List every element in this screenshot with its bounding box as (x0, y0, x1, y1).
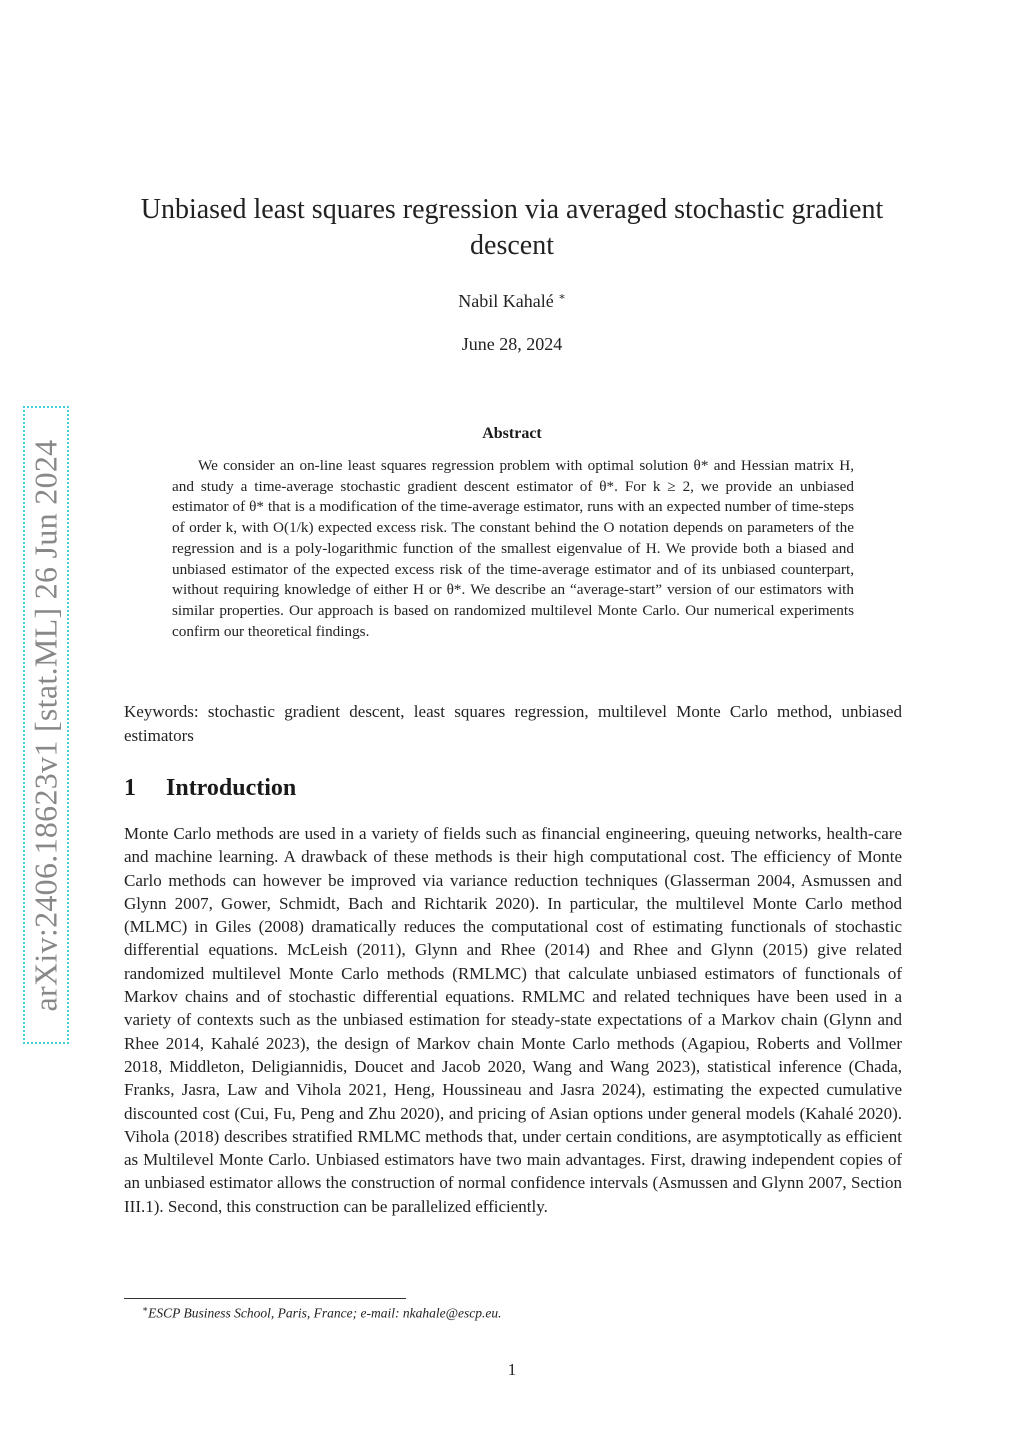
page-number: 1 (507, 1360, 517, 1379)
footnote-text: ESCP Business School, Paris, France; e-mail: nkahale@escp.eu. (148, 1305, 502, 1321)
footnote (142, 1304, 902, 1322)
footnote-divider (124, 1298, 406, 1299)
section-heading (124, 775, 296, 802)
arxiv-id: arXiv:2406.18623v1 [stat.ML] 26 Jun 2024 (27, 439, 64, 1011)
author-line (120, 290, 904, 312)
keywords: Keywords: stochastic gradient descent, least squares regression, multilevel Monte Carlo method, unbiased estimators (124, 702, 902, 745)
abstract-text: We consider an on-line least squares regression problem with optimal solution θ* and Hessian matrix H, and study a time-average stochastic gradient descent estimator of θ*. For k ≥ 2, we provide an unbiased estimator of θ* that is a modification of the time-average estimator, runs with an expected number of time-steps of order k, with O(1/k) expected excess risk. The constant behind the O notation depends on parameters of the regression and is a poly-logarithmic function of the smallest eigenvalue of H. We provide both a biased and unbiased estimator of the expected excess risk of the time-average estimator and of its unbiased counterpart, without requiring knowledge of either H or θ*. We describe an “average-start” version of our estimators with similar properties. Our approach is based on randomized multilevel Monte Carlo. Our numerical experiments confirm our theoretical findings. (172, 457, 854, 640)
footnote-mark: ∗ (142, 1304, 149, 1314)
abstract-heading: Abstract (482, 425, 542, 442)
introduction-paragraph: Monte Carlo methods are used in a variety of fields such as financial engineering, queuing networks, health-care and machine learning. A drawback of these methods is their high computational cost. The efficiency of Monte Carlo methods can however be improved via variance reduction techniques (Glasserman 2004, Asmussen and Glynn 2007, Gower, Schmidt, Bach and Richtarik 2020). In particular, the multilevel Monte Carlo method (MLMC) in Giles (2008) dramatically reduces the computational cost of estimating functionals of stochastic differential equations. McLeish (2011), Glynn and Rhee (2014) and Rhee and Glynn (2015) give related randomized multilevel Monte Carlo methods (RMLMC) that calculate unbiased estimators of functionals of Markov chains and of stochastic differential equations. RMLMC and related techniques have been used in a variety of contexts such as the unbiased estimation for steady-state expectations of a Markov chain (Glynn and Rhee 2014, Kahalé 2023), the design of Markov chain Monte Carlo methods (Agapiou, Roberts and Vollmer 2018, Middleton, Deligiannidis, Doucet and Jacob 2020, Wang and Wang 2023), statistical inference (Chada, Franks, Jasra, Law and Vihola 2021, Heng, Houssineau and Jasra 2024), estimating the expected cumulative discounted cost (Cui, Fu, Peng and Zhu 2020), and pricing of Asian options under general models (Kahalé 2020). Vihola (2018) describes stratified RMLMC methods that, under certain conditions, are asymptotically as efficient as Multilevel Monte Carlo. Unbiased estimators have two main advantages. First, drawing independent copies of an unbiased estimator allows the construction of normal confidence intervals (Asmussen and Glynn 2007, Section III.1). Second, this construction can be parallelized efficiently. (124, 824, 902, 1216)
paper-date: June 28, 2024 (461, 334, 563, 354)
section-title: Introduction (166, 775, 297, 801)
paper-title: Unbiased least squares regression via averaged stochastic gradient descent (140, 194, 884, 261)
section-number: 1 (124, 775, 136, 801)
arxiv-stamp (23, 406, 69, 1044)
author-footnote-mark: ∗ (558, 291, 566, 303)
author-name: Nabil Kahalé (458, 291, 554, 311)
